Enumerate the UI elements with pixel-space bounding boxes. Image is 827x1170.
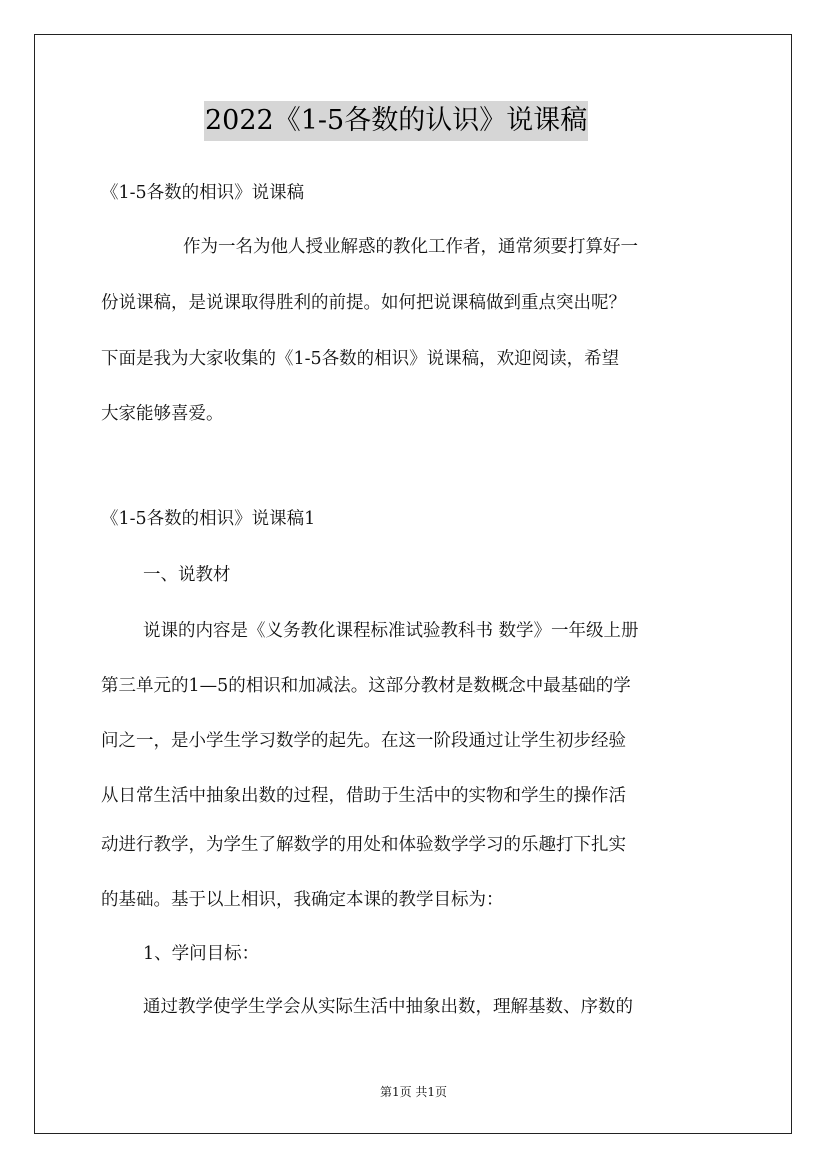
intro-line-4: 大家能够喜爱。 (101, 404, 224, 424)
body-line-6: 的基础。基于以上相识，我确定本课的教学目标为： (101, 890, 504, 910)
document-subtitle: 《1-5各数的相识》说课稿 (101, 183, 305, 203)
intro-line-2: 份说课稿，是说课取得胜利的前提。如何把说课稿做到重点突出呢？ (101, 293, 626, 313)
page-footer: 第1页 共1页 (379, 1085, 448, 1099)
objective-heading: 1、学问目标： (143, 944, 260, 964)
body-line-5: 动进行教学，为学生了解数学的用处和体验数学学习的乐趣打下扎实 (101, 835, 626, 855)
intro-line-1: 作为一名为他人授业解惑的教化工作者，通常须要打算好一 (183, 237, 638, 257)
body-line-3: 问之一，是小学生学习数学的起先。在这一阶段通过让学生初步经验 (101, 731, 626, 751)
body-line-1: 说课的内容是《义务教化课程标准试验教科书 数学》一年级上册 (143, 621, 639, 641)
section-heading: 《1-5各数的相识》说课稿1 (101, 509, 316, 529)
part-heading: 一、说教材 (143, 565, 231, 585)
body-line-4: 从日常生活中抽象出数的过程，借助于生活中的实物和学生的操作活 (101, 786, 626, 806)
document-title: 2022《1-5各数的认识》说课稿 (204, 101, 588, 141)
objective-line: 通过教学使学生学会从实际生活中抽象出数，理解基数、序数的 (143, 997, 633, 1017)
body-line-2: 第三单元的1—5的相识和加减法。这部分教材是数概念中最基础的学 (101, 676, 631, 696)
intro-line-3: 下面是我为大家收集的《1-5各数的相识》说课稿，欢迎阅读，希望 (101, 349, 620, 369)
